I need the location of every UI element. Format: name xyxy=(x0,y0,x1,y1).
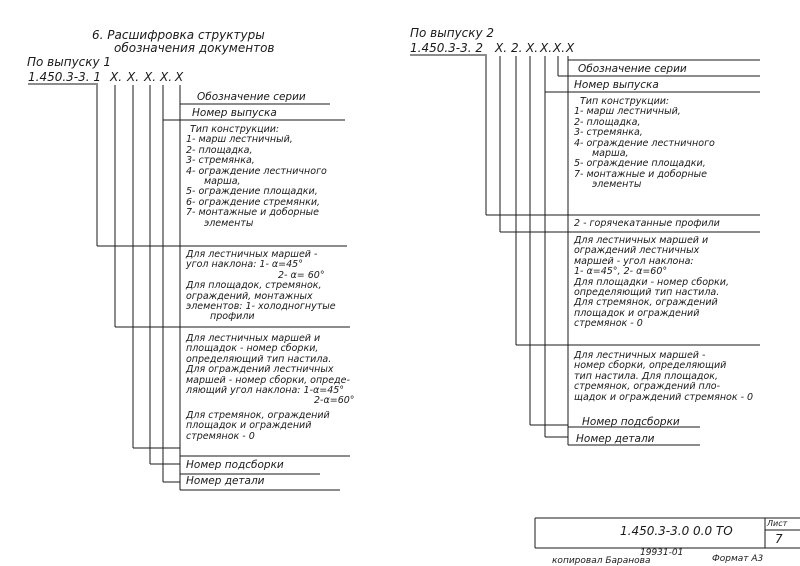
text-line: ограждений лестничных xyxy=(574,245,700,257)
right-code-x6: X xyxy=(566,41,575,55)
bottom-left-note: копировал Баранова xyxy=(552,556,651,566)
text-line: Для стремянок, ограждений xyxy=(186,409,330,421)
text-line: 1- марш лестничный, xyxy=(186,134,293,146)
text-line: 5- ограждение площадки, xyxy=(186,186,318,198)
sheet-number: 7 xyxy=(775,532,783,546)
text-line: 5- ограждение площадки, xyxy=(574,158,706,170)
right-row-part: Номер детали xyxy=(576,433,655,445)
right-code-x1: X. xyxy=(495,41,508,55)
right-code-prefix: 1.450.3-3. 2 xyxy=(410,41,484,55)
left-row-issue: Номер выпуска xyxy=(192,107,277,119)
text-line: Для лестничных маршей - xyxy=(186,249,318,260)
text-line: Для лестничных маршей - xyxy=(574,350,706,361)
text-line: 2- площадка, xyxy=(574,116,641,128)
text-line: Для площадок, стремянок, xyxy=(186,280,322,292)
right-row-profiles: 2 - горячекатанные профили xyxy=(574,218,720,229)
text-line: элементов: 1- холодногнутые xyxy=(186,301,336,313)
text-line: стремянок - 0 xyxy=(574,318,643,330)
doc-code: 1.450.3-3.0 0.0 ТО xyxy=(620,524,733,538)
sheet-label: Лист xyxy=(767,519,788,528)
text-line: площадок и ограждений xyxy=(574,307,700,319)
right-row-series: Обозначение серии xyxy=(578,63,687,75)
left-code-x1: X. xyxy=(110,70,123,84)
text-line: 7- монтажные и доборные xyxy=(574,168,708,180)
left-issue-label: По выпуску 1 xyxy=(27,55,112,69)
text-line: определяющий тип настила. xyxy=(574,287,720,299)
right-construction-type xyxy=(574,97,715,191)
text-line: площадок и ограждений xyxy=(186,420,312,432)
left-row-series: Обозначение серии xyxy=(197,91,306,103)
left-slope xyxy=(186,250,336,323)
text-line: щадок и ограждений стремянок - 0 xyxy=(574,391,754,403)
text-line: 2- α= 60° xyxy=(278,269,325,281)
left-code-x5: X xyxy=(175,70,184,84)
right-code-x2: 2. xyxy=(511,41,523,55)
right-code-x3: X. xyxy=(526,41,539,55)
right-issue-label: По выпуску 2 xyxy=(410,26,495,40)
text-line: стремянок, ограждений пло- xyxy=(574,381,721,393)
text-line: номер сборки, определяющий xyxy=(574,360,727,372)
right-row-subassembly: Номер подсборки xyxy=(582,416,680,428)
text-line: 7- монтажные и доборные xyxy=(186,207,320,219)
left-code-x4: X. xyxy=(160,70,173,84)
left-assembly xyxy=(186,334,355,442)
text-line: 2- площадка, xyxy=(186,144,253,156)
right-slope xyxy=(574,236,729,330)
left-row-subassembly: Номер подсборки xyxy=(186,459,284,471)
text-line: 1- марш лестничный, xyxy=(574,106,681,118)
text-line: угол наклона: 1- α=45° xyxy=(186,259,303,271)
left-code-prefix: 1.450.3-3. 1 xyxy=(28,70,102,84)
heading-line-2: обозначения документов xyxy=(114,41,275,55)
heading-line-1: 6. Расшифровка структуры xyxy=(92,28,265,42)
text-line: Для площадки - номер сборки, xyxy=(574,276,729,288)
text-line: 3- стремянка, xyxy=(574,127,643,139)
text-line: 6- ограждение стремянки, xyxy=(186,196,321,208)
left-row-part: Номер детали xyxy=(186,475,265,487)
text-line: маршей - номер сборки, опреде- xyxy=(186,374,350,386)
right-code-x4: X. xyxy=(540,41,553,55)
text-line: ляющий угол наклона: 1-α=45° xyxy=(186,385,345,397)
text-line: Для стремянок, ограждений xyxy=(574,297,718,309)
text-line: элементы xyxy=(592,179,642,191)
text-line: 4- ограждение лестничного xyxy=(574,137,715,149)
left-code-x2: X. xyxy=(127,70,140,84)
text-line: Для лестничных маршей и xyxy=(186,333,321,344)
text-line: Для лестничных маршей и xyxy=(574,235,709,246)
bottom-format: Формат А3 xyxy=(712,554,764,564)
text-line: маршей - угол наклона: xyxy=(574,255,694,267)
right-assembly xyxy=(574,351,753,403)
text-line: Тип конструкции: xyxy=(580,96,670,107)
text-line: стремянок - 0 xyxy=(186,430,255,442)
left-construction-type xyxy=(186,125,327,229)
text-line: профили xyxy=(210,311,255,323)
text-line: определяющий тип настила. xyxy=(186,353,332,365)
text-line: площадок - номер сборки, xyxy=(186,343,319,355)
text-line: элементы xyxy=(204,217,254,229)
text-line: ограждений, монтажных xyxy=(186,290,313,302)
text-line: марша, xyxy=(204,176,241,188)
right-code-x5: X. xyxy=(553,41,566,55)
bottom-number: 19931-01 xyxy=(640,548,684,558)
text-line: 4- ограждение лестничного xyxy=(186,165,327,177)
text-line: 1- α=45°, 2- α=60° xyxy=(574,266,668,278)
text-line: 2-α=60° xyxy=(314,395,355,407)
text-line: Для ограждений лестничных xyxy=(186,364,334,376)
left-code-x3: X. xyxy=(144,70,157,84)
text-line: 3- стремянка, xyxy=(186,155,255,167)
text-line: тип настила. Для площадок, xyxy=(574,370,719,382)
right-row-issue: Номер выпуска xyxy=(574,79,659,91)
text-line: Тип конструкции: xyxy=(190,124,280,135)
text-line: марша, xyxy=(592,148,629,160)
